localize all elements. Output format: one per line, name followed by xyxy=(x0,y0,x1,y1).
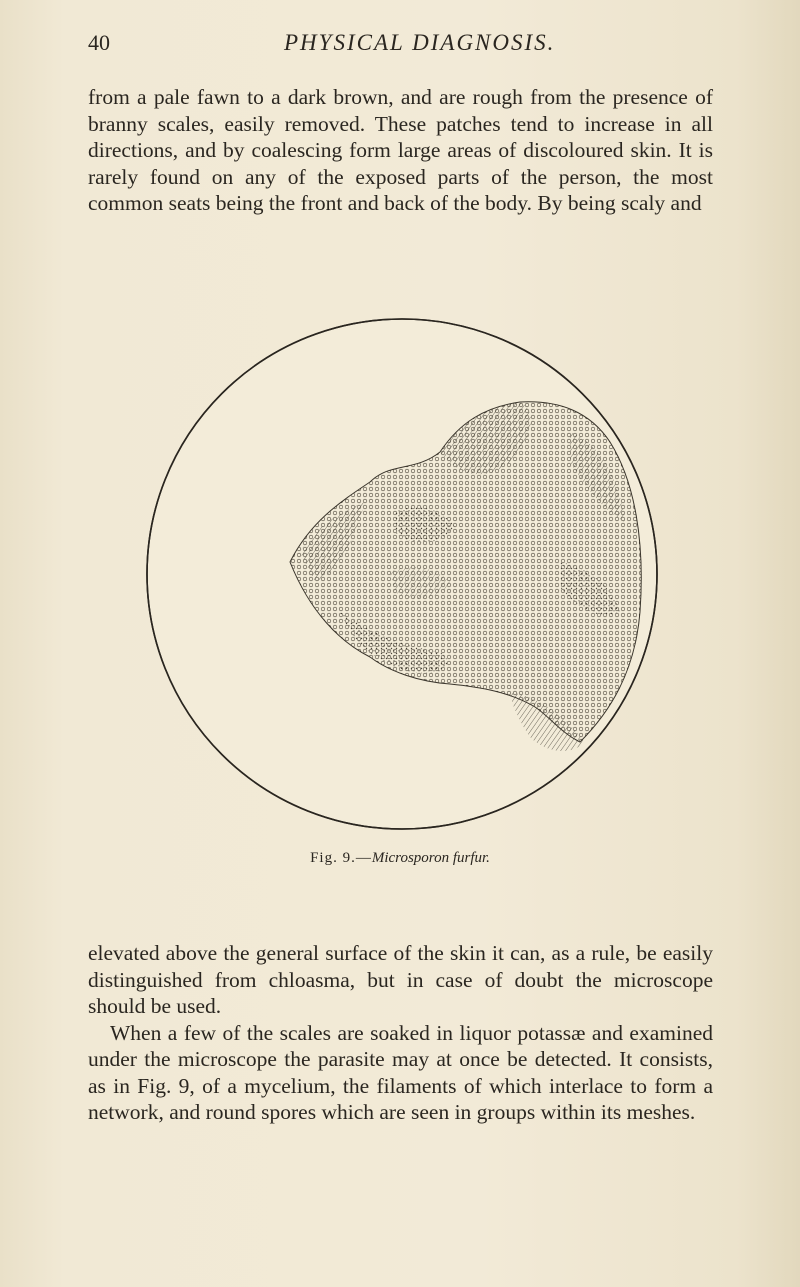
paragraph-bottom xyxy=(88,940,713,1126)
page-header xyxy=(88,30,720,60)
microscope-field-illustration xyxy=(140,312,670,842)
paragraph-bottom-2: When a few of the scales are soaked in liquor potassæ and examined under the microscope the parasite may at once be detected. It consists, as in Fig. 9, of a mycelium, the filaments of which interlace to form a network, and round spores which are seen in groups within its meshes. xyxy=(88,1020,713,1124)
figure-caption xyxy=(0,850,800,867)
running-head: PHYSICAL DIAGNOSIS. xyxy=(284,30,556,55)
page-number: 40 xyxy=(88,30,110,55)
figure-name: Microsporon furfur. xyxy=(371,850,490,866)
microscope-figure xyxy=(140,312,670,842)
paragraph-top: from a pale fawn to a dark brown, and are rough from the presence of branny scales, easily removed. These patches tend to increase in all directions, and by coalescing form large areas of discoloured skin. It is rarely found on any of the exposed parts of the person, the most common seats being the front and back of the body. By being scaly and xyxy=(88,85,713,215)
paragraph-bottom-1: elevated above the general surface of the skin it can, as a rule, be easily distinguished from chloasma, but in case of doubt the microscope should be used. xyxy=(88,941,713,1018)
figure-label: Fig. 9.— xyxy=(310,850,372,866)
